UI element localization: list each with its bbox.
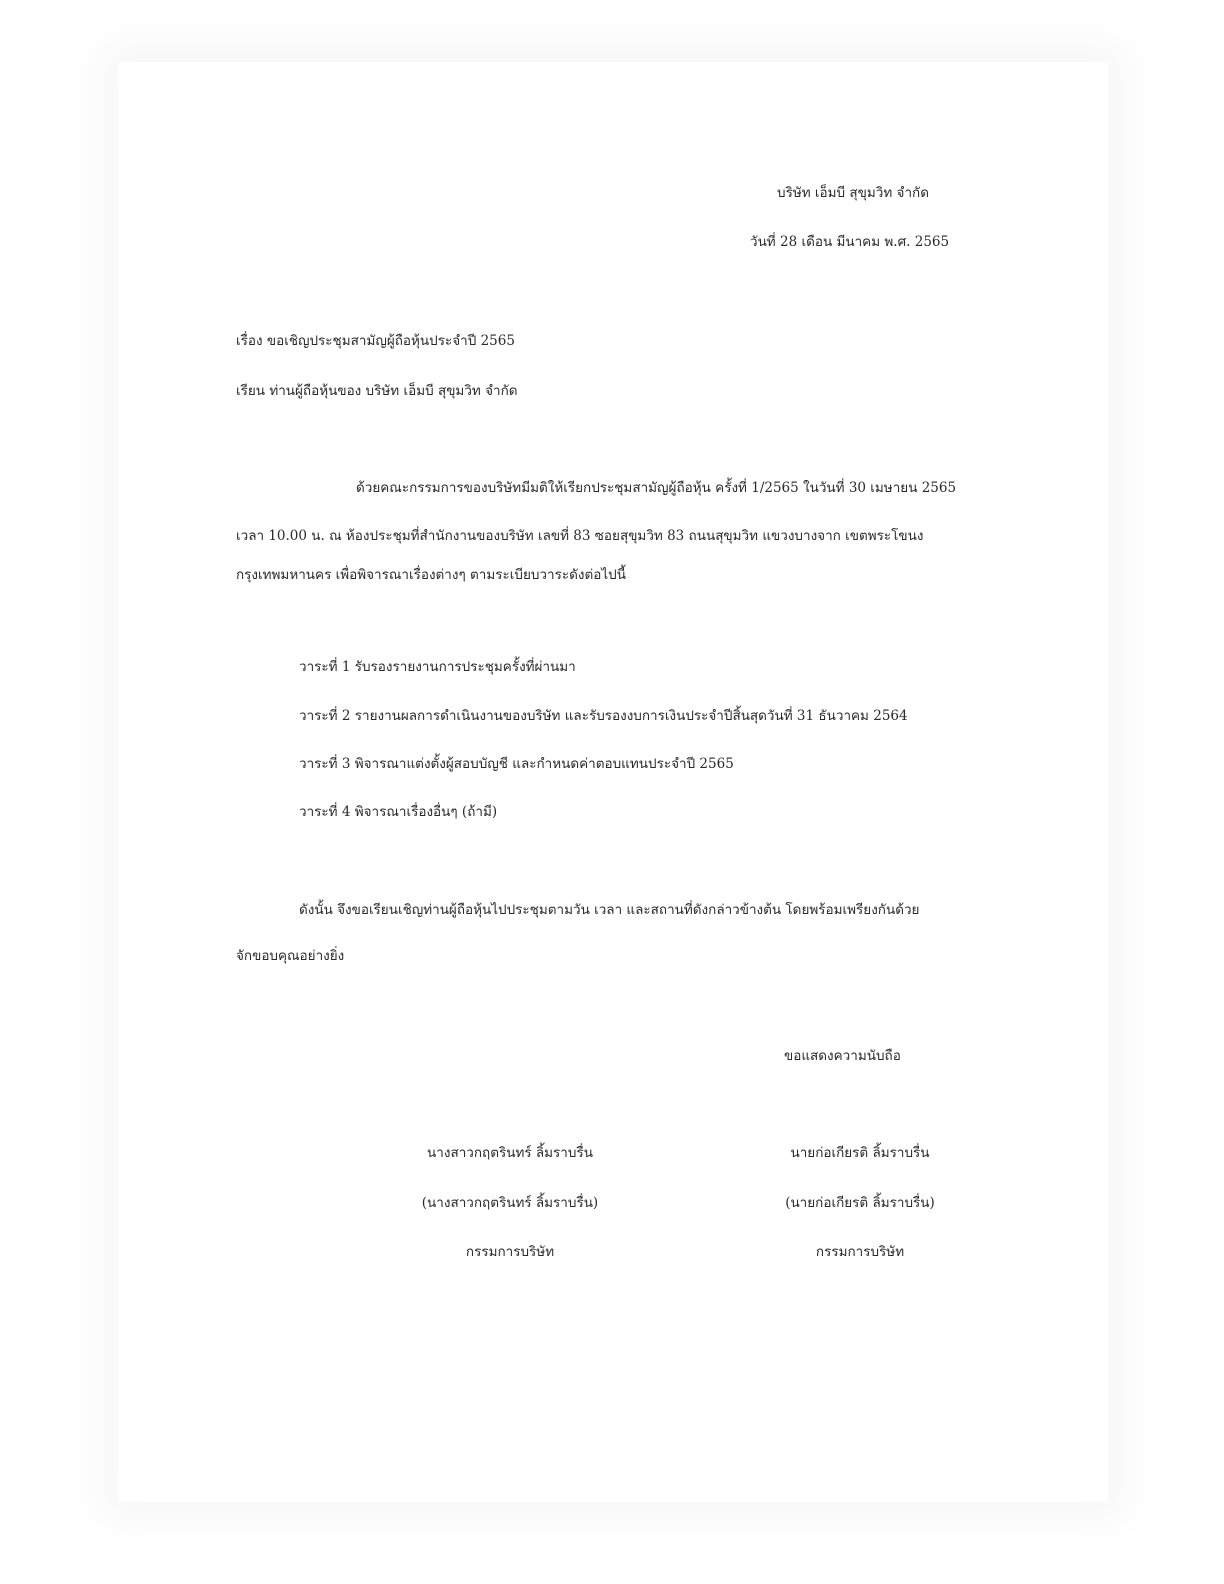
signatory-1-position: กรรมการบริษัท [465, 1244, 555, 1260]
signatory-2-signature: นายก่อเกียรติ ลิ้มราบรื่น [790, 1145, 930, 1161]
body-line-1: ด้วยคณะกรรมการของบริษัทมีมติให้เรียกประชุมสามัญผู้ถือหุ้น ครั้งที่ 1/2565 ในวันที่ 30 เมษายน 2565 [356, 480, 957, 496]
agenda-item-1: วาระที่ 1 รับรองรายงานการประชุมครั้งที่ผ่านมา [299, 659, 576, 675]
signatory-2-position: กรรมการบริษัท [815, 1244, 905, 1260]
subject-line [236, 331, 515, 351]
agenda-item-3: วาระที่ 3 พิจารณาแต่งตั้งผู้สอบบัญชี และกำหนดค่าตอบแทนประจำปี 2565 [299, 756, 734, 772]
recipient-line [236, 381, 518, 401]
body-line-3: กรุงเทพมหานคร เพื่อพิจารณาเรื่องต่างๆ ตามระเบียบวาระดังต่อไปนี้ [236, 567, 626, 583]
subject-label: เรื่อง [236, 333, 263, 349]
signatory-2-name: (นายก่อเกียรติ ลิ้มราบรื่น) [785, 1195, 935, 1211]
recipient-label: เรียน [236, 383, 266, 399]
letter-date: วันที่ 28 เดือน มีนาคม พ.ศ. 2565 [750, 234, 950, 250]
agenda-item-2: วาระที่ 2 รายงานผลการดำเนินงานของบริษัท และรับรองงบการเงินประจำปีสิ้นสุดวันที่ 31 ธันวาคม 2564 [299, 708, 908, 724]
agenda-item-4: วาระที่ 4 พิจารณาเรื่องอื่นๆ (ถ้ามี) [299, 804, 498, 820]
subject-text: ขอเชิญประชุมสามัญผู้ถือหุ้นประจำปี 2565 [266, 333, 515, 349]
signatory-1-signature: นางสาวกฤตรินทร์ ลิ้มราบรื่น [427, 1145, 593, 1161]
company-name: บริษัท เอ็มบี สุขุมวิท จำกัด [777, 185, 929, 201]
recipient-text: ท่านผู้ถือหุ้นของ บริษัท เอ็มบี สุขุมวิท จำกัด [269, 383, 518, 399]
regards: ขอแสดงความนับถือ [784, 1048, 901, 1064]
closing-line-2: จักขอบคุณอย่างยิ่ง [236, 948, 345, 964]
closing-line-1: ดังนั้น จึงขอเรียนเชิญท่านผู้ถือหุ้นไปประชุมตามวัน เวลา และสถานที่ดังกล่าวข้างต้น โดยพร้อมเพรียงกันด้วย [299, 902, 920, 918]
document-page [118, 62, 1108, 1502]
signatory-1-name: (นางสาวกฤตรินทร์ ลิ้มราบรื่น) [421, 1195, 599, 1211]
body-line-2: เวลา 10.00 น. ณ ห้องประชุมที่สำนักงานของบริษัท เลขที่ 83 ซอยสุขุมวิท 83 ถนนสุขุมวิท แขวงบางจาก เขตพระโขนง [236, 528, 924, 544]
